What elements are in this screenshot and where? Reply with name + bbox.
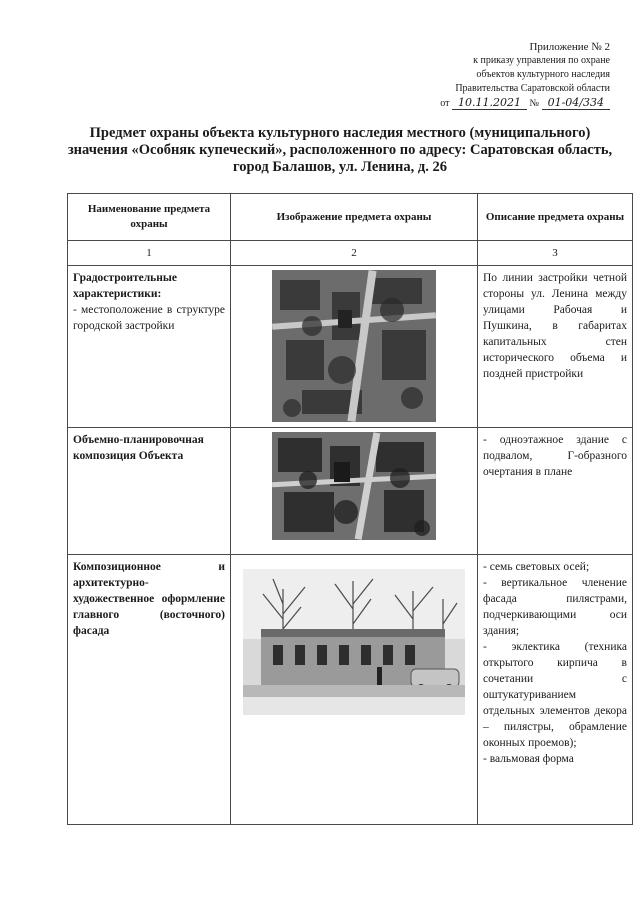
row-image bbox=[231, 555, 478, 825]
appendix-block bbox=[370, 40, 610, 111]
row-name bbox=[68, 266, 231, 428]
aerial-photo-location bbox=[272, 270, 436, 422]
column-number: 3 bbox=[478, 241, 633, 266]
row-name bbox=[68, 428, 231, 555]
appendix-date-line bbox=[370, 96, 610, 111]
row-image bbox=[231, 428, 478, 555]
appendix-line: объектов культурного наследия bbox=[476, 69, 610, 80]
from-label: от bbox=[440, 98, 450, 109]
table-row bbox=[68, 266, 633, 428]
order-number: 01-04/334 bbox=[542, 96, 610, 110]
table-row bbox=[68, 428, 633, 555]
table-header-row bbox=[68, 194, 633, 241]
header-image: Изображение предмета охраны bbox=[231, 194, 478, 241]
row-description: - одноэтажное здание с подвалом, Г-образного очертания в плане bbox=[478, 428, 633, 555]
row-name bbox=[68, 555, 231, 825]
appendix-line: к приказу управления по охране bbox=[473, 55, 610, 66]
appendix-line: Правительства Саратовской области bbox=[455, 83, 610, 94]
description-line: - вальмовая форма bbox=[483, 753, 574, 765]
row-name-bold: Композиционное и архитектурно-художественное оформление главного (восточного) фасада bbox=[73, 561, 225, 637]
header-name: Наименование предмета охраны bbox=[68, 194, 231, 241]
row-description: По линии застройки четной стороны ул. Ленина между улицами Рабочая и Пушкина, в габаритах капитальных стен исторического объема и поздней пристройки bbox=[478, 266, 633, 428]
row-name-bold: Объемно-планировочная композиция Объекта bbox=[73, 434, 204, 462]
column-number-row bbox=[68, 241, 633, 266]
number-label: № bbox=[529, 98, 540, 109]
document-title: Предмет охраны объекта культурного наследия местного (муниципального) значения «Особняк купеческий», расположенного по адресу: Саратовская область, город Балашов, ул. Ленина, д. 26 bbox=[67, 125, 613, 175]
row-image bbox=[231, 266, 478, 428]
order-date: 10.11.2021 bbox=[452, 96, 527, 110]
description-line: - семь световых осей; bbox=[483, 561, 590, 573]
facade-photo bbox=[243, 569, 465, 715]
row-name-bold: Градостроительные характеристики: bbox=[73, 272, 177, 300]
protection-table bbox=[67, 193, 633, 825]
column-number: 2 bbox=[231, 241, 478, 266]
row-name-plain: - местоположение в структуре городской застройки bbox=[73, 304, 225, 332]
description-line: - вертикальное членение фасада пилястрами, подчеркивающими оси здания; bbox=[483, 577, 627, 637]
row-description bbox=[478, 555, 633, 825]
column-number: 1 bbox=[68, 241, 231, 266]
aerial-photo-volume bbox=[272, 432, 436, 540]
appendix-number: Приложение № 2 bbox=[529, 41, 610, 53]
description-line: - эклектика (техника открытого кирпича в сочетании с оштукатуриванием отдельных элементов декора – пилястры, обрамление оконных проемов); bbox=[483, 641, 627, 749]
table-row bbox=[68, 555, 633, 825]
header-description: Описание предмета охраны bbox=[478, 194, 633, 241]
